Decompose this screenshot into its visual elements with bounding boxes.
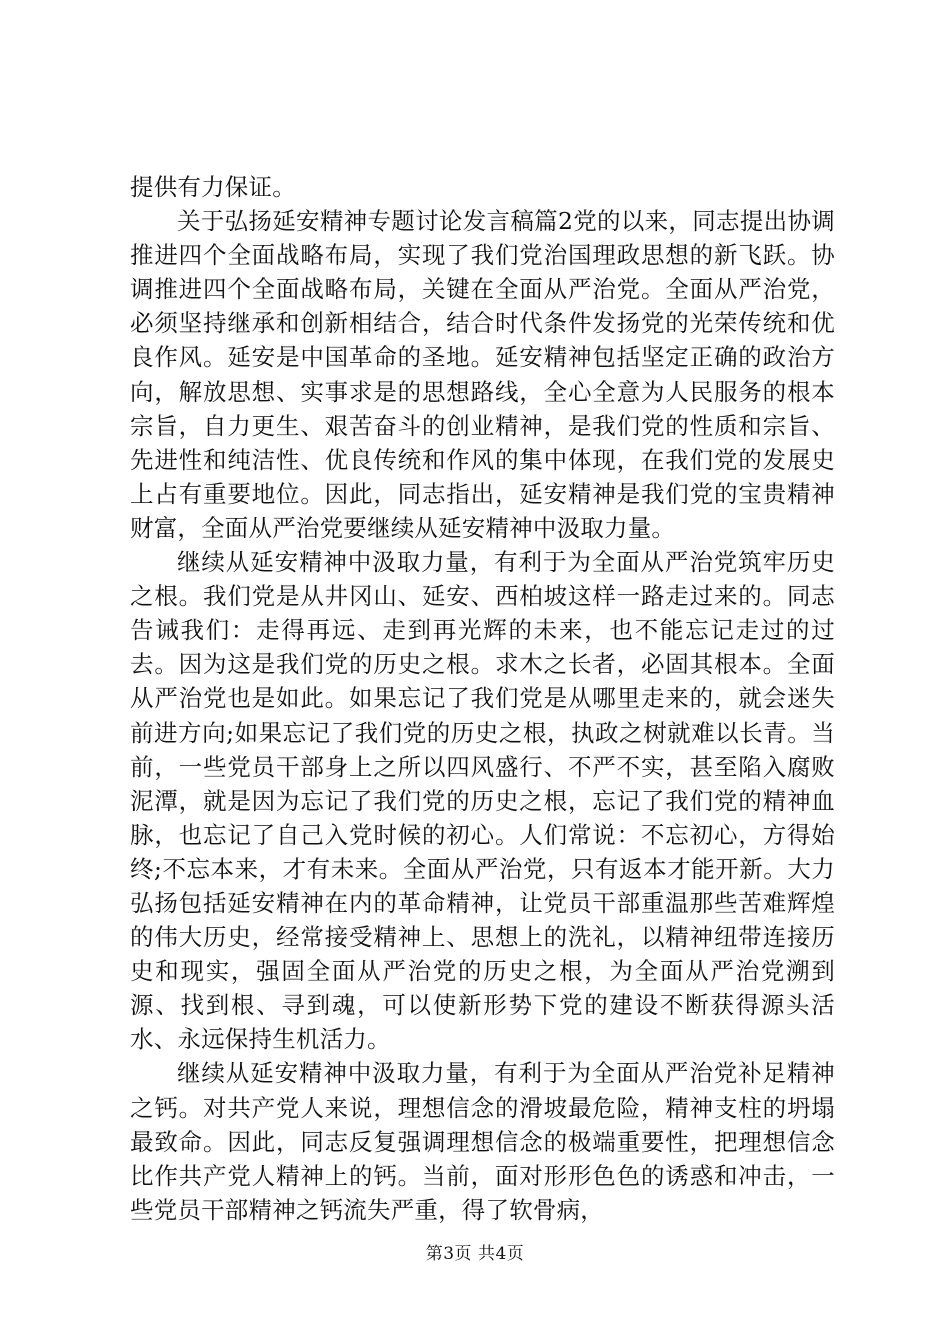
page-number: 第3页 共4页 xyxy=(425,1244,525,1264)
paragraph-continuation: 提供有力保证。 xyxy=(130,173,296,201)
paragraph: 继续从延安精神中汲取力量，有利于为全面从严治党补足精神之钙。对共产党人来说，理想信念的滑坡最危险，精神支柱的坍塌最致命。因此，同志反复强调理想信念的极端重要性，把理想信念比作共产党人精神上的钙。当前，面对形形色色的诱惑和冲击，一些党员干部精神之钙流失严重，得了软骨病， xyxy=(130,1059,835,1224)
paragraph: 继续从延安精神中汲取力量，有利于为全面从严治党筑牢历史之根。我们党是从井冈山、延安、西柏坡这样一路走过来的。同志告诫我们：走得再远、走到再光辉的未来，也不能忘记走过的过去。因为这是我们党的历史之根。求木之长者，必固其根本。全面从严治党也是如此。如果忘记了我们党是从哪里走来的，就会迷失前进方向;如果忘记了我们党的历史之根，执政之树就难以长青。当前，一些党员干部身上之所以四风盛行、不严不实，甚至陷入腐败泥潭，就是因为忘记了我们党的历史之根，忘记了我们党的精神血脉，也忘记了自己入党时候的初心。人们常说：不忘初心，方得始终;不忘本来，才有未来。全面从严治党，只有返本才能开新。大力弘扬包括延安精神在内的革命精神，让党员干部重温那些苦难辉煌的伟大历史，经常接受精神上、思想上的洗礼，以精神纽带连接历史和现实，强固全面从严治党的历史之根，为全面从严治党溯到源、找到根、寻到魂，可以使新形势下党的建设不断获得源头活水、永远保持生机活力。 xyxy=(130,548,835,1054)
body-text xyxy=(130,170,835,1227)
page-footer xyxy=(0,1243,950,1265)
paragraph: 关于弘扬延安精神专题讨论发言稿篇2党的以来，同志提出协调推进四个全面战略布局，实现了我们党治国理政思想的新飞跃。协调推进四个全面战略布局，关键在全面从严治党。全面从严治党，必须坚持继承和创新相结合，结合时代条件发扬党的光荣传统和优良作风。延安是中国革命的圣地。延安精神包括坚定正确的政治方向，解放思想、实事求是的思想路线，全心全意为人民服务的根本宗旨，自力更生、艰苦奋斗的创业精神，是我们党的性质和宗旨、先进性和纯洁性、优良传统和作风的集中体现，在我们党的发展史上占有重要地位。因此，同志指出，延安精神是我们党的宝贵精神财富，全面从严治党要继续从延安精神中汲取力量。 xyxy=(130,207,835,542)
